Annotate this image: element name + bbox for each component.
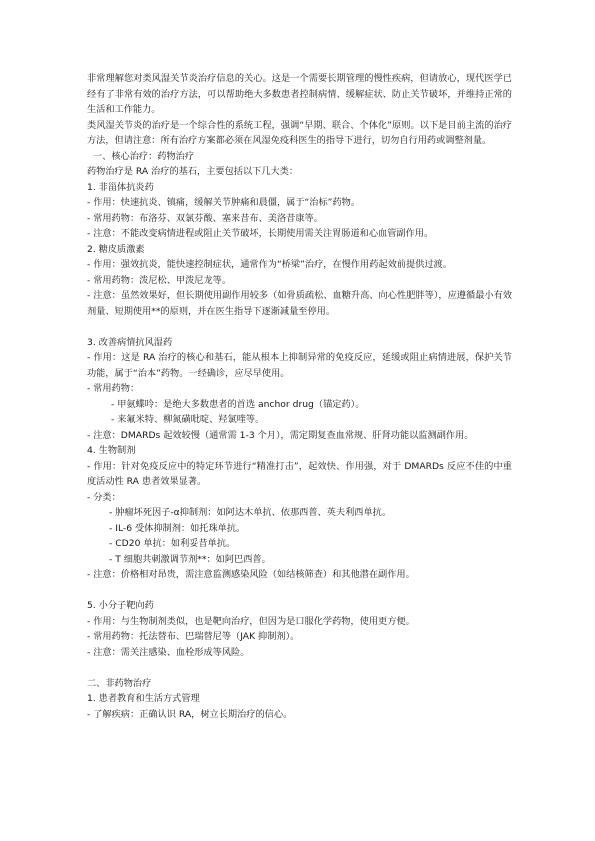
text-line: 1. 患者教育和生活方式管理 (87, 693, 200, 704)
text-line: 1. 非甾体抗炎药 (87, 181, 154, 193)
text-line: - 常用药物：托法替布、巴瑞替尼等（JAK 抑制剂）。 (87, 631, 300, 642)
paragraph-spacer (87, 660, 512, 676)
text-line: - 常用药物：布洛芬、双氯芬酸、塞来昔布、美洛昔康等。 (87, 212, 323, 224)
text-line: - 肿瘤坏死因子-α抑制剂：如阿达木单抗、依那西普、英夫利西单抗。 (109, 507, 392, 518)
text-line: - 了解疾病：正确认识 RA，树立长期治疗的信心。 (87, 708, 293, 720)
text-line: 5. 小分子靶向药 (87, 600, 154, 611)
paragraph-spacer (87, 583, 512, 599)
text-line: - T 细胞共刺激调节剂**：如阿巴西普。 (109, 553, 271, 565)
text-line: 药物治疗是 RA 治疗的基石，主要包括以下几大类： (87, 166, 299, 177)
text-line: 非常理解您对类风湿关节炎治疗信息的关心。这是一个需要长期管理的慢性疾病，但请放心，现代医学已经有了非常有效的治疗方法，可以帮助绝大多数患者控制病情、缓解症状、防止关节破坏，并维持正常的生活和工作能力。 (87, 73, 512, 115)
text-line: - 注意：价格相对昂贵，需注意监测感染风险（如结核筛查）和其他潜在副作用。 (87, 569, 415, 580)
text-line: - 注意：DMARDs 起效较慢（通常需 1-3 个月），需定期复查血常规、肝肾功能以监测副作用。 (87, 429, 474, 441)
text-line: 一、核心治疗：药物治疗 (93, 150, 195, 162)
text-line: - 注意：不能改变病情进程或阻止关节破坏，长期使用需关注胃肠道和心血管副作用。 (87, 228, 434, 239)
text-line: 4. 生物制剂 (87, 445, 136, 456)
text-line: - 分类： (87, 491, 121, 503)
text-line: - 作用：针对免疫反应中的特定环节进行“精准打击”，起效快、作用强，对于 DMARDs 反应不佳的中重度活动性 RA 患者效果显著。 (87, 460, 512, 487)
paragraph-spacer (87, 319, 512, 335)
text-line: - 注意：需关注感染、血栓形成等风险。 (87, 646, 250, 658)
text-line: 3. 改善病情抗风湿药 (87, 336, 173, 348)
text-line: - 作用：这是 RA 治疗的核心和基石，能从根本上抑制异常的免疫反应，延缓或阻止病情进展，保护关节功能，属于“治本”药物。一经确诊，应尽早使用。 (87, 352, 512, 379)
text-line: - CD20 单抗：如利妥昔单抗。 (109, 538, 236, 549)
document-body (87, 71, 512, 722)
text-line: 类风湿关节炎的治疗是一个综合性的系统工程，强调“早期、联合、个体化”原则。以下是目前主流的治疗方法，但请注意：所有治疗方案都必须在风湿免疫科医生的指导下进行，切勿自行用药或调整剂量。 (87, 119, 512, 146)
text-line: - 常用药物：泼尼松、甲泼尼龙等。 (87, 274, 232, 286)
text-line: - IL-6 受体抑制剂：如托珠单抗。 (109, 522, 246, 534)
text-line: - 作用：强效抗炎，能快速控制症状，通常作为“桥梁”治疗，在慢作用药起效前提供过渡。 (87, 259, 452, 270)
text-line: - 甲氨蝶呤：是绝大多数患者的首选 anchor drug（锚定药）。 (111, 398, 365, 410)
text-line: - 作用：与生物制剂类似，也是靶向治疗，但因为是口服化学药物，使用更方便。 (87, 615, 415, 627)
text-line: 二、非药物治疗 (87, 677, 152, 689)
text-line: - 作用：快速抗炎、镇痛，缓解关节肿痛和晨僵，属于“治标”药物。 (87, 197, 361, 208)
text-line: - 常用药物： (87, 383, 140, 394)
text-line: - 来氟米特、柳氮磺吡啶、羟氯喹等。 (111, 414, 265, 425)
text-line: 2. 糖皮质激素 (87, 243, 145, 255)
text-line: - 注意：虽然效果好，但长期使用副作用较多（如骨质疏松、血糖升高、向心性肥胖等），应遵循最小有效剂量、短期使用**的原则，并在医生指导下逐渐减量至停用。 (87, 290, 512, 317)
